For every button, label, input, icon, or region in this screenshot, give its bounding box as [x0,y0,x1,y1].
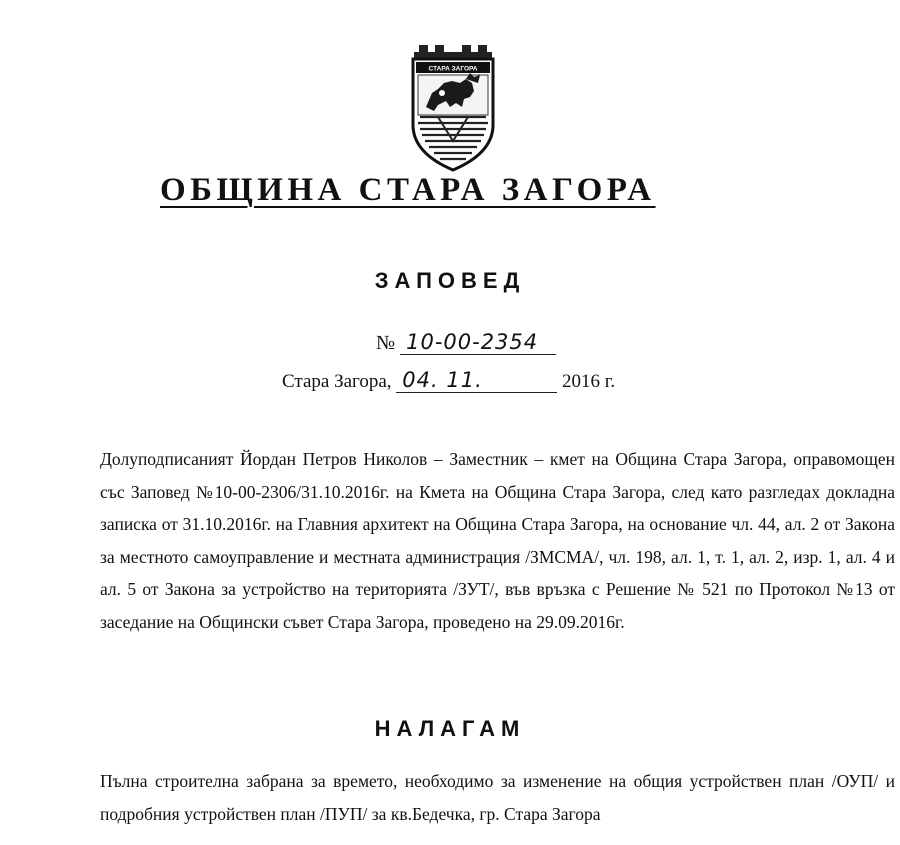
crest-caption: СТАРА ЗАГОРА [428,65,478,73]
date-line [282,368,615,393]
organization-title: ОБЩИНА СТАРА ЗАГОРА [160,172,656,208]
number-prefix: № [376,332,396,354]
crest-emblem [408,45,498,172]
section-heading: НАЛАГАМ [374,716,526,741]
order-number [376,330,556,355]
body-paragraph: Пълна строителна забрана за времето, необходимо за изменение на общия устройствен план /ОУП/ и подробния устройствен план /ПУП/ за кв.Бедечка, гр. Стара Загора [100,771,895,824]
year-label: 2016 г. [562,371,616,392]
city-label: Стара Загора, [282,371,392,392]
handwritten-date: 04. 11. [396,368,557,393]
preamble-paragraph: Долуподписаният Йордан Петров Николов – Заместник – кмет на Община Стара Загора, оправомощен със Заповед №10-00-2306/31.10.2016г. на Кмета на Община Стара Загора, след като разгледах докладна записка от 31.10.2016г. на Главния архитект на Община Стара Загора, на основание чл. 44, ал. 2 от Закона за местното самоуправление и местната администрация /ЗМСМА/, чл. 198, ал. 1, т. 1, ал. 2, изр. 1, ал. 4 и ал. 5 от Закона за устройство на територията /ЗУТ/, във връзка с Решение № 521 по Протокол №13 от заседание на Общински съвет Стара Загора, проведено на 29.09.2016г. [100,449,895,632]
document-title: ЗАПОВЕД [374,268,526,293]
order-number-value: 10-00-2354 [400,330,556,355]
